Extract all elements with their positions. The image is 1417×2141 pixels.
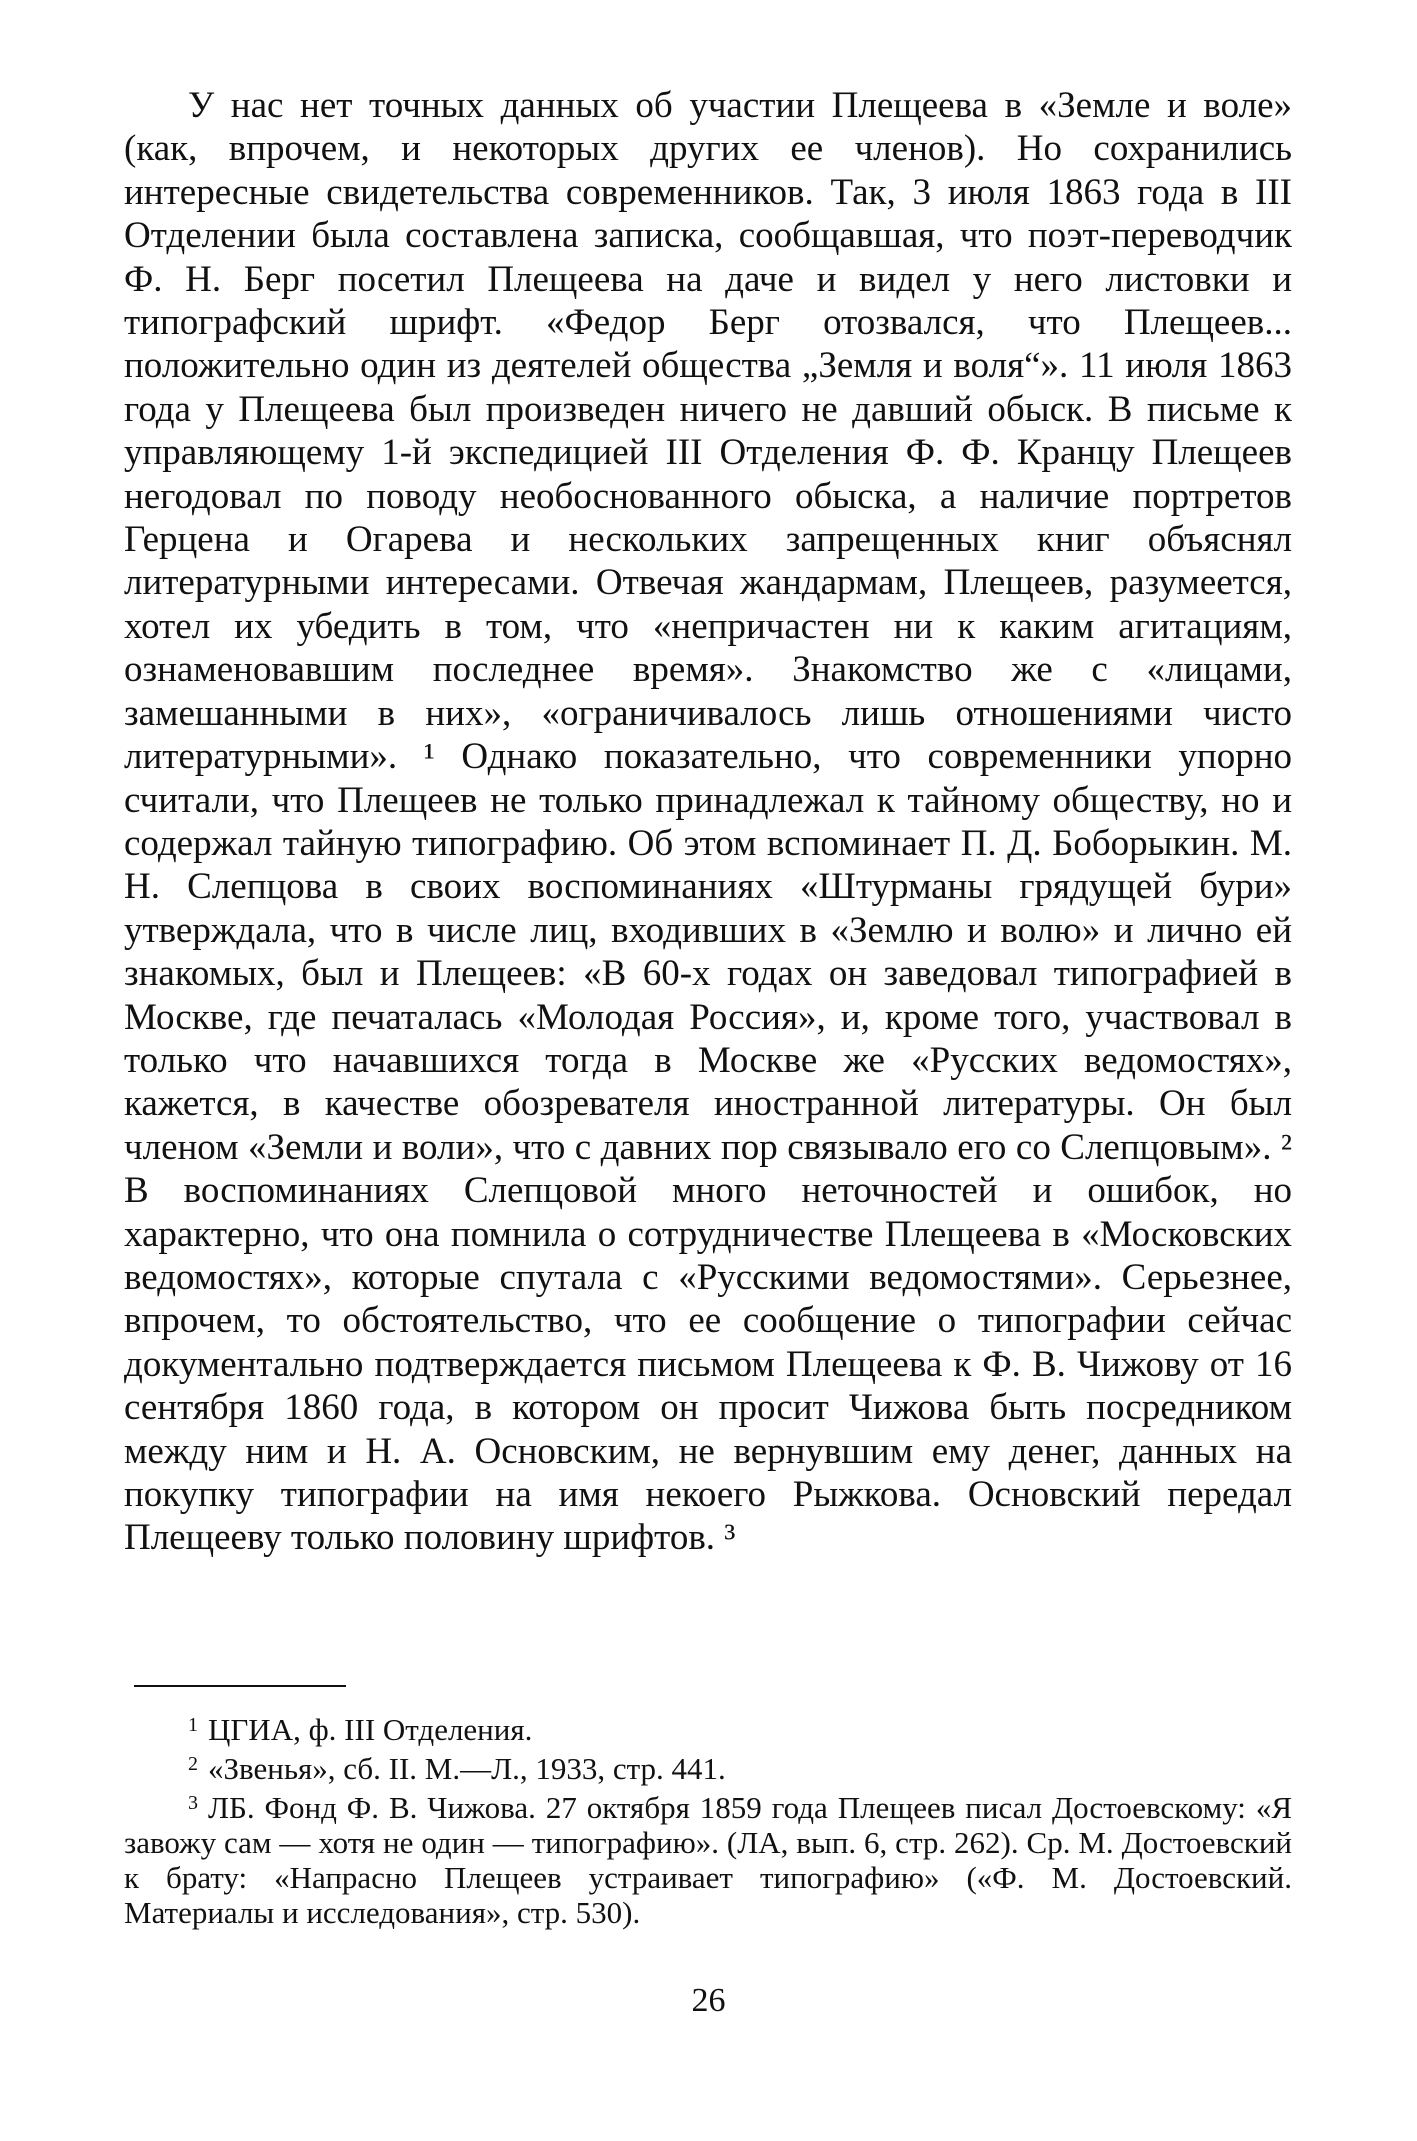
footnote-3-mark: 3 (188, 1792, 198, 1814)
footnote-separator (134, 1685, 346, 1687)
main-paragraph: У нас нет точных данных об участии Плещеева в «Земле и воле» (как, впрочем, и некоторых других ее членов). Но сохранились интересные свидетельства современников. Так, 3 июля 1863 года в III Отделении была составлена записка, сообщавшая, что поэт-переводчик Ф. Н. Берг посетил Плещеева на даче и видел у него листовки и типографский шрифт. «Федор Берг отозвался, что Плещеев... положительно один из деятелей общества „Земля и воля“». 11 июля 1863 года у Плещеева был произведен ничего не давший обыск. В письме к управляющему 1-й экспедицией III Отделения Ф. Ф. Кранцу Плещеев негодовал по поводу необоснованного обыска, а наличие портретов Герцена и Огарева и нескольких запрещенных книг объяснял литературными интересами. Отвечая жандармам, Плещеев, разумеется, хотел их убедить в том, что «непричастен ни к каким агитациям, ознаменовавшим последнее время». Знакомство же с «лицами, замешанными в них», «ограничивалось лишь отношениями чисто литературными». ¹ Однако показательно, что современники упорно считали, что Плещеев не только принадлежал к тайному обществу, но и содержал тайную типографию. Об этом вспоминает П. Д. Боборыкин. М. Н. Слепцова в своих воспоминаниях «Штурманы грядущей бури» утверждала, что в числе лиц, входивших в «Землю и волю» и лично ей знакомых, был и Плещеев: «В 60-х годах он заведовал типографией в Москве, где печаталась «Молодая Россия», и, кроме того, участвовал в только что начавшихся тогда в Москве же «Русских ведомостях», кажется, в качестве обозревателя иностранной литературы. Он был членом «Земли и воли», что с давних пор связывало его со Слепцовым». ² В воспоминаниях Слепцовой много неточностей и ошибок, но характерно, что она помнила о сотрудничестве Плещеева в «Московских ведомостях», которые спутала с «Русскими ведомостями». Серьезнее, впрочем, то обстоятельство, что ее сообщение о типографии сейчас документально подтверждается письмом Плещеева к Ф. В. Чижову от 16 сентября 1860 года, в котором он просит Чижова быть посредником между ним и Н. А. Основским, не вернувшим ему денег, данных на покупку типографии на имя некоего Рыжкова. Основский передал Плещееву только половину шрифтов. ³ (124, 85, 1292, 1559)
footnote-1 (124, 1708, 1292, 1747)
footnote-1-mark: 1 (188, 1714, 198, 1736)
page-number: 26 (691, 1982, 726, 2019)
footnote-3 (124, 1786, 1292, 1930)
footnote-2-mark: 2 (188, 1753, 198, 1775)
footnotes (124, 1708, 1292, 1930)
footnote-2-text: «Звенья», сб. II. М.—Л., 1933, стр. 441. (208, 1751, 726, 1786)
footnote-2 (124, 1747, 1292, 1786)
footnote-1-text: ЦГИА, ф. III Отделения. (208, 1712, 533, 1747)
footnote-3-text: ЛБ. Фонд Ф. В. Чижова. 27 октября 1859 года Плещеев писал Достоевскому: «Я завожу сам — хотя не один — типографию». (ЛА, вып. 6, стр. 262). Ср. М. Достоевский к брату: «Напрасно Плещеев устраивает типографию» («Ф. М. Достоевский. Материалы и исследования», стр. 530). (124, 1790, 1292, 1930)
